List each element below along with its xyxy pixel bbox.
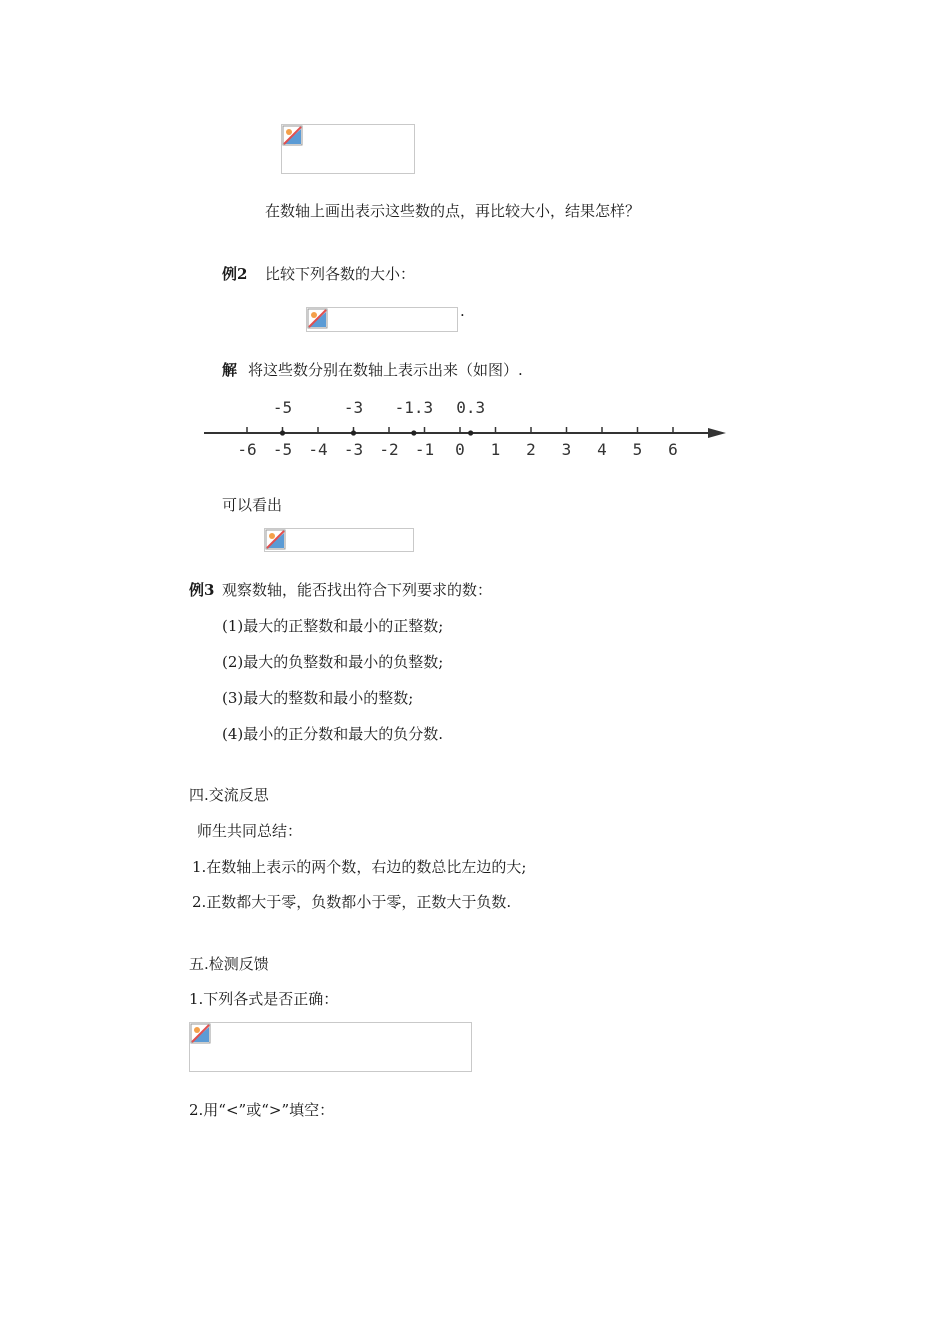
image-placeholder-2 bbox=[306, 307, 458, 332]
number-line-tick-label: -2 bbox=[379, 440, 399, 459]
example2-trail: . bbox=[460, 302, 465, 320]
broken-image-icon bbox=[307, 308, 329, 330]
section4-point-1: 1.在数轴上表示的两个数，右边的数总比左边的大; bbox=[192, 858, 527, 876]
example3-item-4: (4)最小的正分数和最大的负分数. bbox=[222, 725, 444, 743]
number-line-point bbox=[411, 430, 416, 435]
example3-item-1: (1)最大的正整数和最小的正整数; bbox=[222, 617, 444, 635]
number-line-point bbox=[351, 430, 356, 435]
example3-text: 观察数轴，能否找出符合下列要求的数： bbox=[222, 581, 493, 599]
number-line-tick-label: 1 bbox=[490, 440, 501, 459]
number-line-arrow bbox=[708, 428, 726, 438]
example3-item-3: (3)最大的整数和最小的整数; bbox=[222, 689, 414, 707]
number-line-point-label: -3 bbox=[343, 398, 364, 417]
section5-q1: 1.下列各式是否正确： bbox=[189, 990, 339, 1008]
broken-image-icon bbox=[265, 529, 287, 551]
number-line-tick-label: -1 bbox=[414, 440, 435, 459]
number-line-tick-label: 6 bbox=[668, 440, 678, 459]
number-line-point-label: -1.3 bbox=[394, 398, 434, 417]
example3-label: 例3 bbox=[189, 581, 215, 599]
observe-text: 可以看出 bbox=[222, 496, 283, 514]
number-line-tick-label: 0 bbox=[455, 440, 465, 459]
number-line-point bbox=[468, 430, 473, 435]
image-placeholder-3 bbox=[264, 528, 414, 552]
example2-text: 比较下列各数的大小： bbox=[265, 265, 416, 283]
solution-label: 解 bbox=[222, 361, 238, 379]
number-line-tick-label: -3 bbox=[343, 440, 364, 459]
number-line-tick-label: -6 bbox=[237, 440, 257, 459]
section4-title: 四.交流反思 bbox=[189, 786, 269, 804]
image-placeholder-4 bbox=[189, 1022, 472, 1072]
intro-question: 在数轴上画出表示这些数的点，再比较大小，结果怎样？ bbox=[265, 202, 641, 220]
number-line-tick-label: 2 bbox=[526, 440, 536, 459]
section4-point-2: 2.正数都大于零，负数都小于零，正数大于负数. bbox=[192, 893, 512, 911]
broken-image-icon bbox=[282, 125, 304, 147]
number-line-point-label: 0.3 bbox=[456, 398, 486, 417]
number-line-tick-label: 4 bbox=[597, 440, 607, 459]
image-placeholder-1 bbox=[281, 124, 415, 174]
example3-item-2: (2)最大的负整数和最小的负整数; bbox=[222, 653, 444, 671]
number-line-tick-label: 5 bbox=[632, 440, 643, 459]
number-line bbox=[200, 390, 730, 465]
example2-label: 例2 bbox=[222, 265, 248, 283]
number-line-tick-label: 3 bbox=[561, 440, 572, 459]
number-line-tick-label: -4 bbox=[308, 440, 328, 459]
section5-title: 五.检测反馈 bbox=[189, 955, 269, 973]
number-line-tick-label: -5 bbox=[272, 440, 293, 459]
number-line-point bbox=[280, 430, 285, 435]
number-line-point-label: -5 bbox=[272, 398, 293, 417]
section4-summary: 师生共同总结： bbox=[197, 822, 303, 840]
broken-image-icon bbox=[190, 1023, 212, 1045]
solution-text: 将这些数分别在数轴上表示出来（如图）. bbox=[248, 361, 523, 379]
section5-q2: 2.用“<”或“>”填空： bbox=[189, 1101, 335, 1119]
